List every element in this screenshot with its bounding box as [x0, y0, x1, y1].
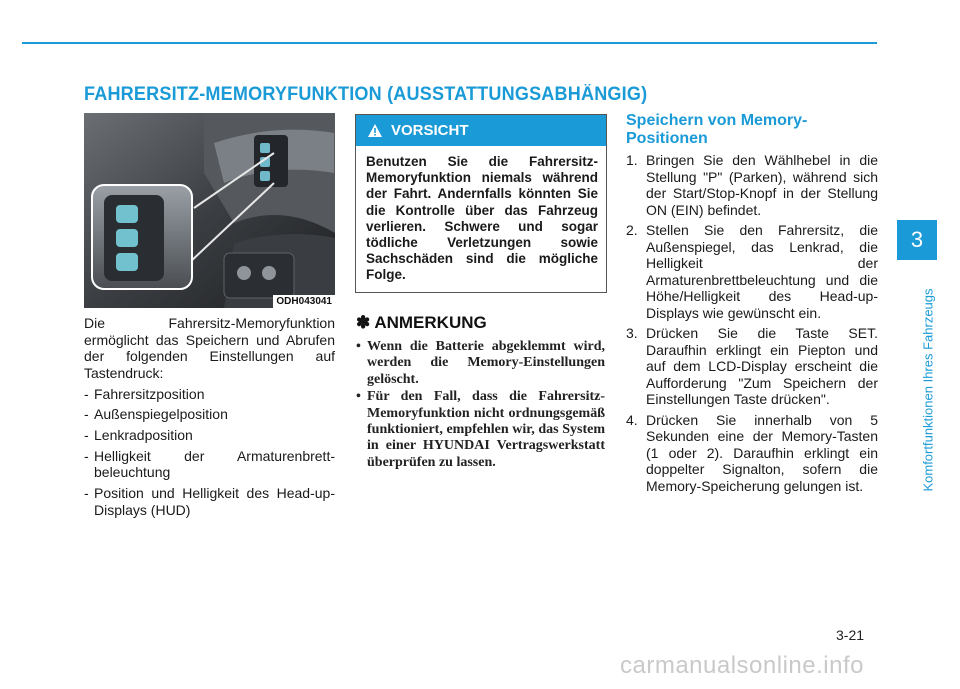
list-item: - Position und Helligkeit des Head-up-Displays (HUD): [84, 484, 335, 518]
caution-label: VORSICHT: [391, 122, 469, 139]
memory-button-2: [116, 253, 138, 271]
list-item: - Außenspiegelposition: [84, 406, 228, 423]
note-item: • Wenn die Batterie abgeklemmt wird, werden die Memory-Einstellungen gelöscht.: [356, 339, 605, 387]
list-item: - Lenkradposition: [84, 426, 193, 443]
door-panel-figure: [84, 113, 335, 308]
note-list: [356, 339, 605, 472]
step-item: 1. Bringen Sie den Wählhebel in die Stellung "P" (Parken), während sich der Start/Stop-Knopf in der Stellung ON (EIN) befindet.: [626, 152, 878, 218]
figure-code: ODH043041: [273, 295, 335, 308]
chapter-side-title: [918, 290, 938, 490]
intro-paragraph: Die Fahrersitz-Memoryfunktion ermöglicht das Speichern und Abrufen der folgenden Einstellungen auf Tastendruck:: [84, 315, 335, 381]
list-item: - Fahrersitzposition: [84, 385, 205, 402]
set-button: [116, 205, 138, 223]
section-heading: FAHRERSITZ-MEMORYFUNKTION (AUSSTATTUNGSABHÄNGIG): [84, 84, 648, 105]
page-number: 3-21: [836, 627, 865, 643]
note-title: ✽ ANMERKUNG: [356, 313, 487, 332]
caution-header: [356, 115, 606, 146]
step-item: 2. Stellen Sie den Fahrersitz, die Außenspiegel, das Lenkrad, die Helligkeit der Armaturenbrettbeleuchtung und die Höhe/Helligkeit des Head-up-Displays wie gewünscht ein.: [626, 222, 878, 321]
caution-text: Benutzen Sie die Fahrersitz-Memoryfunktion niemals während der Fahrt. Andernfalls könnten Sie die Kontrolle über das Fahrzeug verlieren. Schwere und sogar tödliche Verletzungen sowie Sachschäden sind die mögliche Folge.: [366, 154, 598, 283]
chapter-number-tab: 3: [897, 220, 937, 260]
step-item: 4. Drücken Sie innerhalb von 5 Sekunden eine der Memory-Tasten (1 oder 2). Daraufhin erklingt ein doppelter Signalton, sofern die Memory-Speicherung gelungen ist.: [626, 411, 878, 494]
note-item: • Für den Fall, dass die Fahrersitz-Memoryfunktion nicht ordnungsgemäß funktioniert, empfehlen wir, das System in einer HYUNDAI Vertragswerkstatt überprüfen zu lassen.: [356, 389, 605, 470]
memory-button-small-1: [260, 143, 270, 153]
step-item: 3. Drücken Sie die Taste SET. Daraufhin erklingt ein Piepton und auf dem LCD-Display erscheint die Aufforderung "Zum Speichern der Einstellungen Taste drücken".: [626, 325, 878, 408]
memory-button-1: [116, 229, 138, 247]
left-column: [84, 315, 335, 522]
list-item: - Helligkeit der Armaturenbrett-beleuchtung: [84, 447, 335, 481]
store-steps: [626, 152, 878, 498]
settings-list: [84, 386, 335, 519]
chapter-title-text: Komfortfunktionen Ihres Fahrzeugs: [920, 288, 936, 492]
door-panel-illustration: [84, 113, 335, 308]
watermark: carmanualsonline.info: [620, 652, 864, 679]
top-rule: [22, 42, 877, 44]
warning-icon: [368, 124, 382, 137]
caution-box: [355, 114, 607, 293]
memory-button-small-set: [260, 171, 270, 181]
store-heading: Speichern von Memory-Positionen: [626, 112, 808, 147]
